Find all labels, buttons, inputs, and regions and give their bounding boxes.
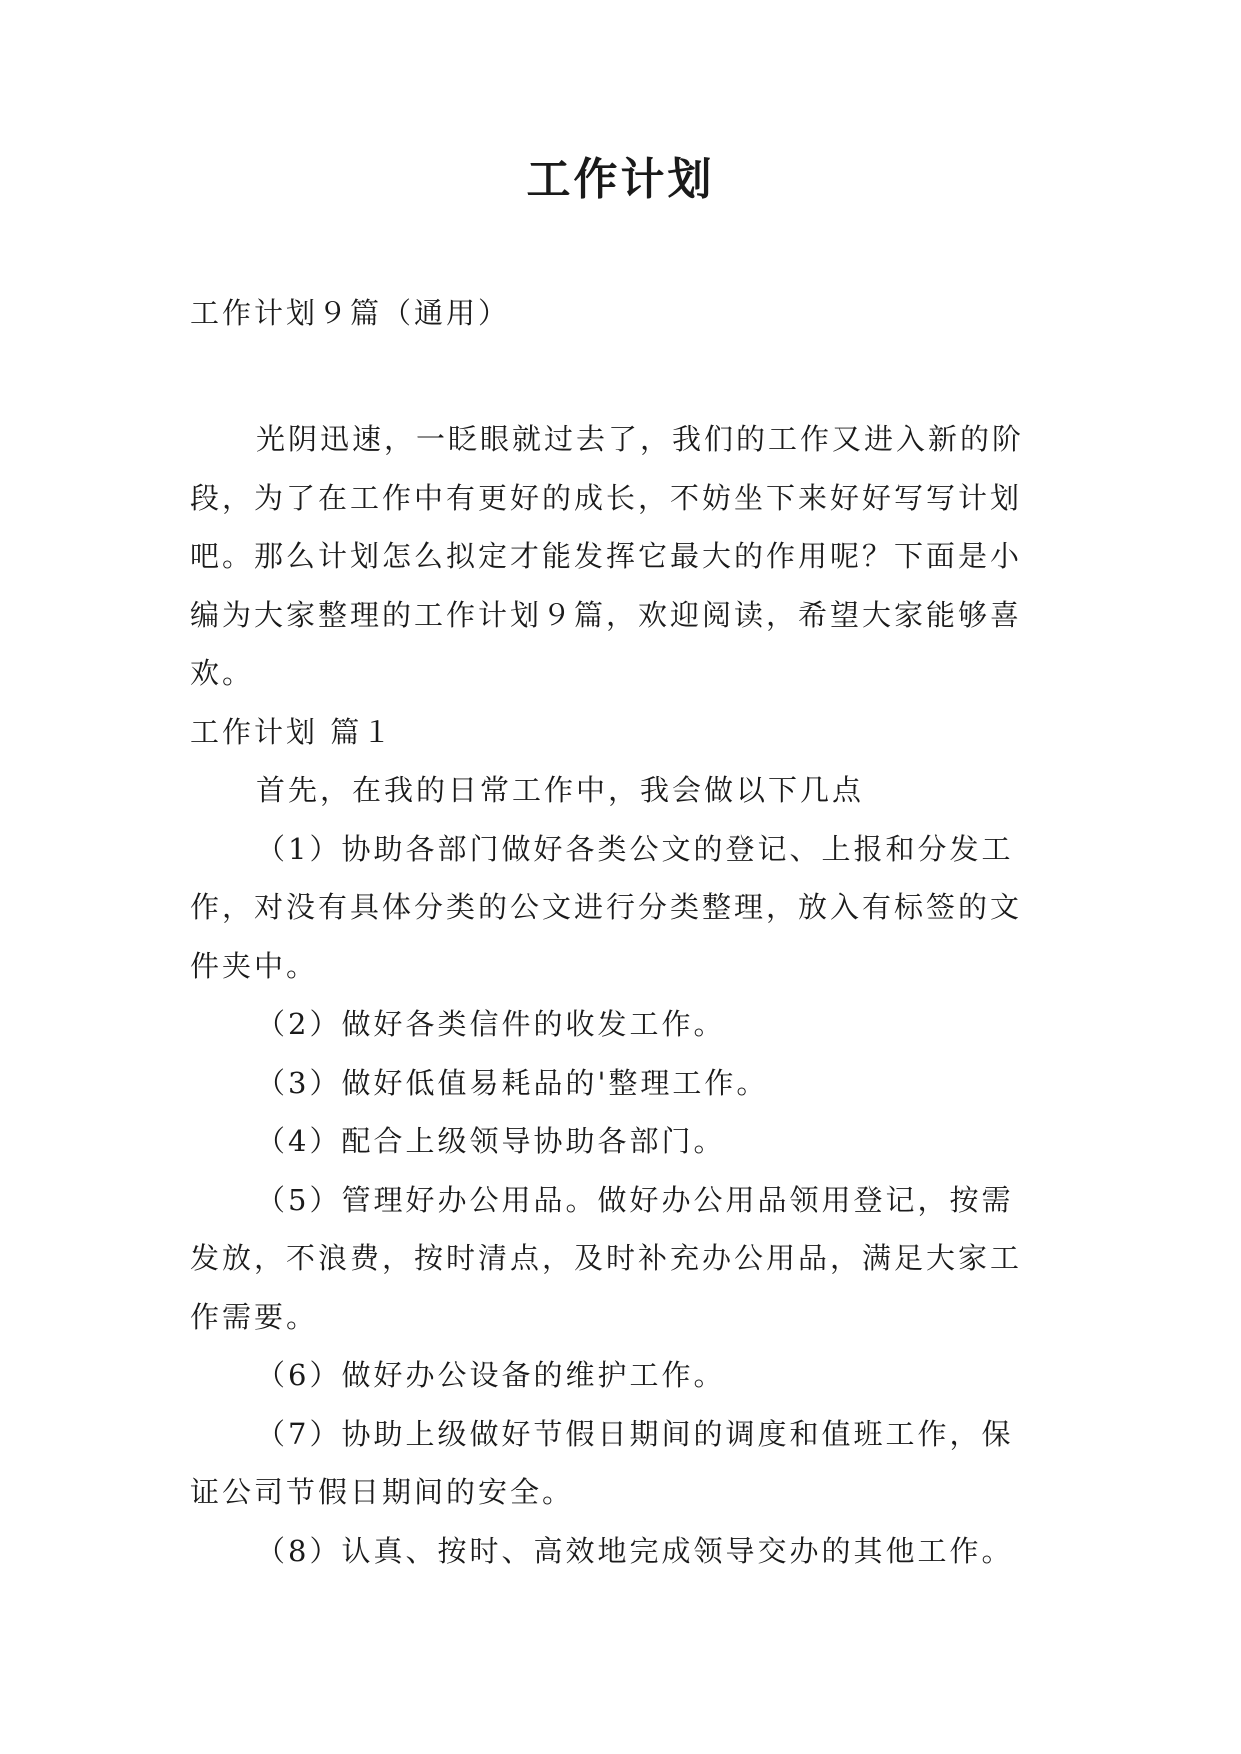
list-item-line: 发放，不浪费，按时清点，及时补充办公用品，满足大家工 [190,1241,1023,1275]
list-item-line: 作需要。 [190,1299,319,1334]
list-item-line: （6）做好办公设备的维护工作。 [256,1358,726,1392]
lead-paragraph: 首先，在我的日常工作中，我会做以下几点 [256,773,865,807]
list-item-line: （1）协助各部门做好各类公文的登记、上报和分发工 [256,831,1014,866]
document-subtitle: 工作计划９篇（通用） [190,296,511,330]
intro-paragraph [190,410,1050,703]
list-item-line: （8）认真、按时、高效地完成领导交办的其他工作。 [256,1533,1014,1568]
list-item [190,1112,1050,1171]
list-item-line: （7）协助上级做好节假日期间的调度和值班工作，保 [256,1416,1014,1451]
list-item [190,995,1050,1054]
intro-line: 欢。 [190,656,255,690]
list-item-line: 作，对没有具体分类的公文进行分类整理，放入有标签的文 [190,890,1023,924]
list-item [190,1054,1050,1113]
intro-line: 段，为了在工作中有更好的成长，不妨坐下来好好写写计划 [190,480,1023,515]
list-item-line: （4）配合上级领导协助各部门。 [256,1124,726,1158]
list-item [190,820,1050,996]
intro-line: 光阴迅速，一眨眼就过去了，我们的工作又进入新的阶 [256,422,1025,456]
list-item-line: （5）管理好办公用品。做好办公用品领用登记，按需 [256,1182,1014,1217]
document-title: 工作计划 [526,154,715,205]
list-item-line: （2）做好各类信件的收发工作。 [256,1007,726,1041]
intro-line: 吧。那么计划怎么拟定才能发挥它最大的作用呢？下面是小 [190,539,1023,573]
list-item-line: 件夹中。 [190,948,319,983]
section-heading: 工作计划 篇１ [190,714,395,749]
list-item-line: （3）做好低值易耗品的'整理工作。 [256,1065,769,1100]
list-item [190,1346,1050,1405]
intro-line: 编为大家整理的工作计划９篇，欢迎阅读，希望大家能够喜 [190,597,1023,632]
list-item [190,1171,1050,1347]
list-item [190,1522,1050,1581]
list-item-line: 证公司节假日期间的安全。 [190,1475,575,1509]
document-body [190,410,1050,1580]
list-item [190,1405,1050,1522]
